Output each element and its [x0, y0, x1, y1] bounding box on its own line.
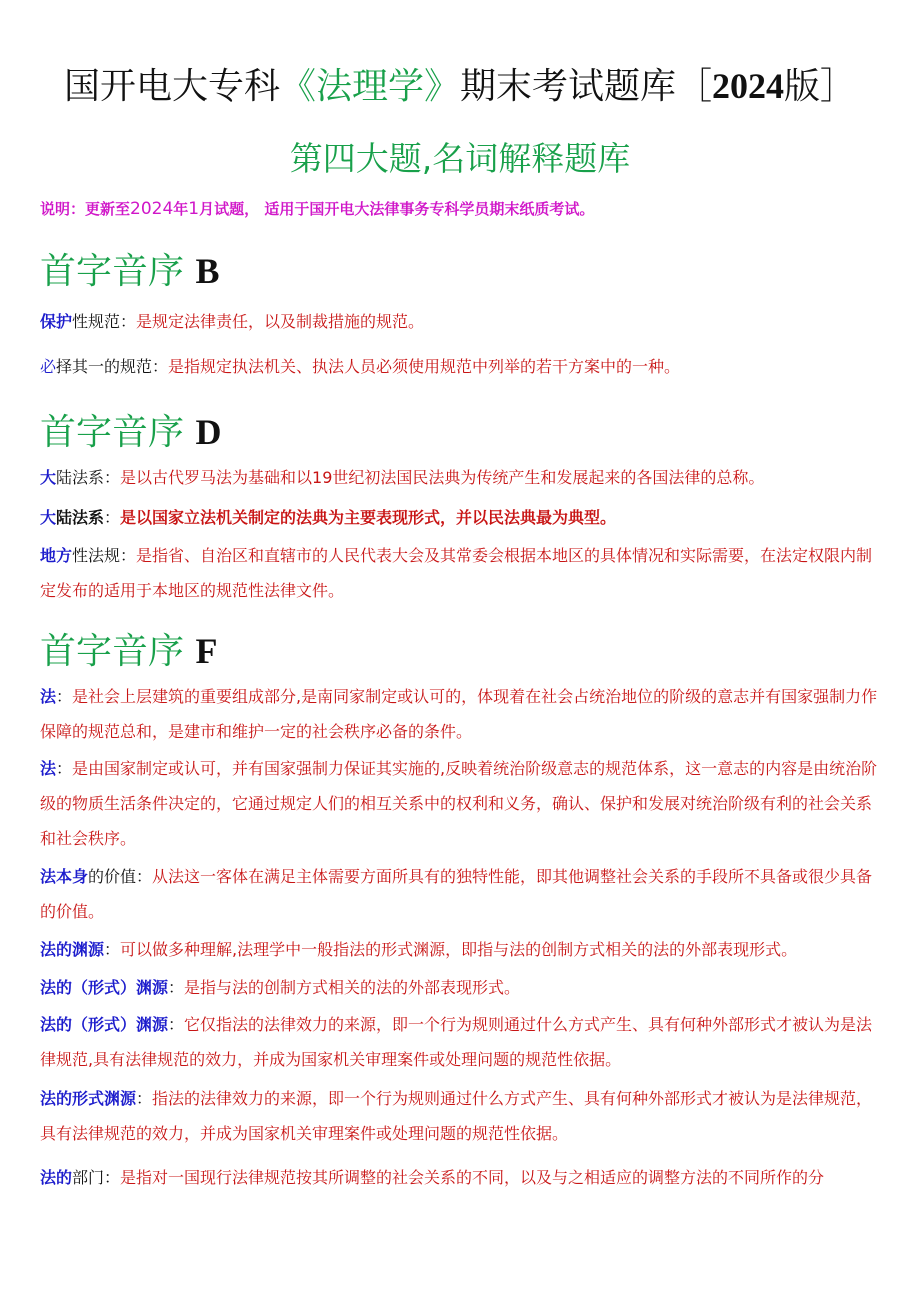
- term-entry: [40, 304, 882, 339]
- term-entry: [40, 932, 882, 967]
- term-definition: 从法这一客体在满足主体需要方面所具有的独特性能，即其他调整社会关系的手段所不具备或很少具备的价值。: [40, 867, 873, 921]
- term-entry: [40, 751, 882, 856]
- term-definition: 它仅指法的法律效力的来源，即一个行为规则通过什么方式产生、具有何种外部形式才被认为是法律规范,具有法律规范的效力，并成为国家机关审理案件或处理问题的规范性依据。: [40, 1015, 873, 1069]
- term-colon: ：: [104, 468, 121, 487]
- term-key: 保护: [40, 312, 73, 331]
- term-definition: 是以国家立法机关制定的法典为主要表现形式，并以民法典最为典型。: [120, 508, 617, 527]
- section-heading-d: [40, 404, 221, 455]
- term-rest: 择其一的规范: [56, 357, 153, 376]
- term-key: 法的（形式）渊源: [40, 1015, 169, 1034]
- section-letter: B: [195, 251, 220, 291]
- title-year: 2024: [712, 66, 785, 106]
- term-entry: [40, 500, 882, 535]
- title-book-name: 《法理学》: [279, 66, 460, 107]
- section-heading-text: 首字音序: [40, 251, 185, 292]
- term-rest: 陆法系: [56, 508, 105, 527]
- term-rest: 性规范: [72, 312, 121, 331]
- description-note: [40, 198, 594, 219]
- term-colon: ：: [136, 1089, 153, 1108]
- term-colon: ：: [120, 312, 137, 331]
- term-colon: ：: [136, 867, 153, 886]
- section-letter: D: [195, 412, 222, 452]
- term-definition: 指法的法律效力的来源，即一个行为规则通过什么方式产生、具有何种外部形式才被认为是法律规范，具有法律规范的效力，并成为国家机关审理案件或处理问题的规范性依据。: [40, 1089, 873, 1143]
- term-colon: ：: [104, 1168, 121, 1187]
- title-suffix: 版］: [784, 66, 857, 107]
- section-letter: F: [195, 631, 218, 671]
- term-colon: ：: [56, 687, 73, 706]
- note-month: 1: [188, 199, 200, 219]
- term-key: 法的: [40, 1168, 73, 1187]
- term-colon: ：: [104, 940, 121, 959]
- section-heading-text: 首字音序: [40, 631, 185, 672]
- title-prefix: 国开电大专科: [63, 66, 280, 107]
- term-colon: ：: [104, 508, 121, 527]
- term-entry: [40, 679, 882, 749]
- section-subtitle: 第四大题,名词解释题库: [289, 139, 631, 178]
- section-heading-text: 首字音序: [40, 412, 185, 453]
- term-colon: ：: [168, 978, 185, 997]
- term-entry: [40, 1007, 882, 1077]
- term-key: 大: [40, 468, 57, 487]
- term-colon: ：: [120, 546, 137, 565]
- term-key: 法的形式渊源: [40, 1089, 137, 1108]
- term-definition: 是指对一国现行法律规范按其所调整的社会关系的不同，以及与之相适应的调整方法的不同所作的分: [120, 1168, 825, 1187]
- term-entry: [40, 538, 882, 608]
- term-definition: 是社会上层建筑的重要组成部分,是南同家制定或认可的，体现着在社会占统治地位的阶级的意志并有国家强制力作保障的规范总和，是建市和维护一定的社会秩序必备的条件。: [40, 687, 878, 741]
- term-key: 地方: [40, 546, 73, 565]
- term-rest: 部门: [72, 1168, 105, 1187]
- term-entry: [40, 349, 882, 384]
- section-heading-b: [40, 243, 219, 294]
- term-entry: [40, 460, 882, 495]
- term-entry: [40, 859, 882, 929]
- term-key: 法: [40, 687, 57, 706]
- term-colon: ：: [168, 1015, 185, 1034]
- section-heading-f: [40, 623, 217, 674]
- note-suffix: 月试题， 适用于国开电大法律事务专科学员期末纸质考试。: [199, 200, 595, 218]
- term-definition: 是指规定执法机关、执法人员必须使用规范中列举的若干方案中的一种。: [168, 357, 681, 376]
- term-key: 法的渊源: [40, 940, 105, 959]
- term-rest: 性法规: [72, 546, 121, 565]
- term-definition: 是规定法律责任，以及制裁措施的规范。: [136, 312, 425, 331]
- term-definition: 是由国家制定或认可，并有国家强制力保证其实施的,反映着统治阶级意志的规范体系，这一意志的内容是由统治阶级的物质生活条件决定的，它通过规定人们的相互关系中的权利和义务，确认、保护和发展对统治阶级有利的社会关系和社会秩序。: [40, 759, 878, 848]
- document-title: [0, 58, 920, 109]
- term-key: 法: [40, 759, 57, 778]
- note-year-unit: 年: [173, 200, 189, 218]
- term-colon: ：: [152, 357, 169, 376]
- term-key: 大: [40, 508, 57, 527]
- note-prefix: 说明：更新至: [40, 200, 131, 218]
- term-definition: 是指与法的创制方式相关的法的外部表现形式。: [184, 978, 521, 997]
- term-definition: 是指省、自治区和直辖市的人民代表大会及其常委会根据本地区的具体情况和实际需要，在法定权限内制定发布的适用于本地区的规范性法律文件。: [40, 546, 873, 600]
- title-middle: 期末考试题库［: [460, 66, 713, 107]
- term-entry: [40, 1160, 882, 1195]
- term-key: 法的（形式）渊源: [40, 978, 169, 997]
- term-rest: 的价值: [88, 867, 137, 886]
- term-rest: 陆法系: [56, 468, 105, 487]
- term-entry: [40, 1081, 882, 1151]
- term-key: 法本身: [40, 867, 89, 886]
- term-colon: ：: [56, 759, 73, 778]
- term-definition: 可以做多种理解,法理学中一般指法的形式渊源，即指与法的创制方式相关的法的外部表现形式。: [120, 940, 798, 959]
- term-entry: [40, 970, 882, 1005]
- note-year: 2024: [130, 199, 174, 219]
- term-key: 必: [40, 357, 57, 376]
- term-definition: 是以古代罗马法为基础和以19世纪初法国民法典为传统产生和发展起来的各国法律的总称。: [120, 468, 765, 487]
